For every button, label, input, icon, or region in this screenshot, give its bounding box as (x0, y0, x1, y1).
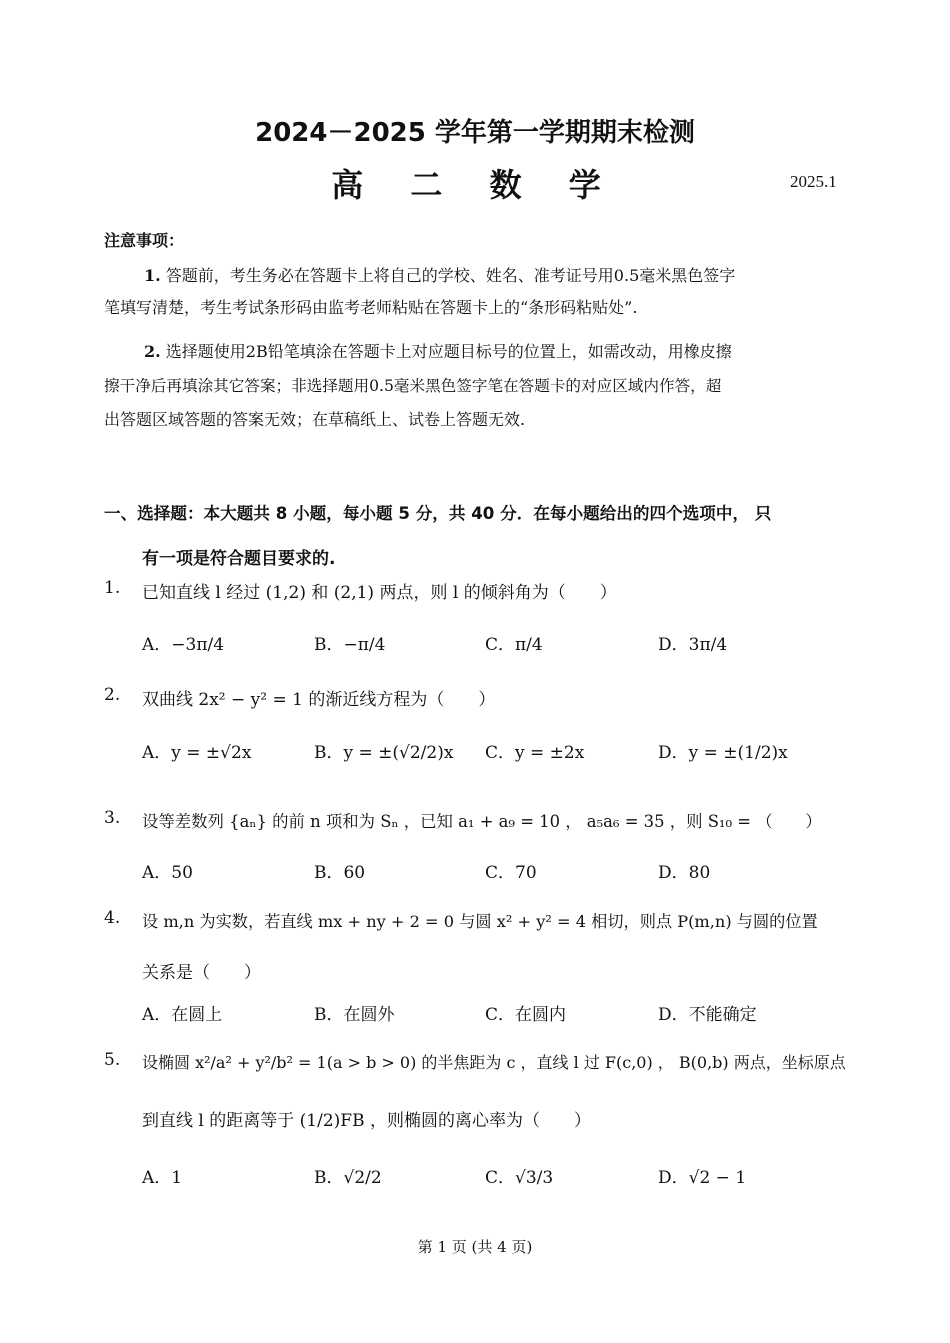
question-5-number: 5. (104, 1050, 121, 1070)
question-3-option-a: A．50 (142, 863, 193, 883)
question-3-text: 设等差数列 {aₙ} 的前 n 项和为 Sₙ ，已知 a₁ + a₉ = 10 ， a₅a₆ = 35 ，则 S₁₀ = （ ） (142, 812, 822, 831)
question-4-option-c: C．在圆内 (485, 1005, 567, 1025)
question-3-option-b: B．60 (314, 863, 366, 883)
question-5-text-line-2: 到直线 l 的距离等于 (1/2)FB ，则椭圆的离心率为（ ） (142, 1111, 591, 1131)
question-3-option-d: D．80 (658, 863, 711, 883)
question-3-option-c: C．70 (485, 863, 537, 883)
question-4-number: 4. (104, 908, 121, 928)
notice-item-1-line-1: 答题前，考生务必在答题卡上将自己的学校、姓名、准考证号用0.5毫米黑色签字 (165, 266, 736, 285)
notice-heading: 注意事项： (104, 231, 185, 250)
question-4-text-line-2: 关系是（ ） (142, 963, 261, 983)
question-2-option-d: D．y = ±(1/2)x (658, 743, 788, 763)
question-4-option-d: D．不能确定 (658, 1005, 757, 1025)
question-2-option-b: B．y = ±(√2/2)x (314, 743, 454, 763)
question-2-option-a: A．y = ±√2x (142, 743, 252, 763)
notice-item-1-number: 1. (144, 266, 161, 285)
section-1-instruction-line-1: 一、选择题：本大题共 8 小题，每小题 5 分，共 40 分．在每小题给出的四个选项中， 只 (104, 504, 772, 523)
section-1-instruction-line-2: 有一项是符合题目要求的. (142, 549, 336, 569)
question-5-text-line-1: 设椭圆 x²/a² + y²/b² = 1(a > b > 0) 的半焦距为 c ，直线 l 过 F(c,0) ， B(0,b) 两点，坐标原点 (142, 1053, 846, 1072)
question-5-option-d: D．√2 − 1 (658, 1168, 747, 1188)
exam-date: 2025.1 (790, 172, 837, 191)
question-1-option-d: D．3π/4 (658, 635, 728, 655)
notice-item-2-line-3: 出答题区域答题的答案无效；在草稿纸上、试卷上答题无效. (104, 410, 526, 429)
notice-item-2-line-1: 选择题使用2B铅笔填涂在答题卡上对应题目标号的位置上，如需改动，用橡皮擦 (165, 342, 732, 361)
question-1-text: 已知直线 l 经过 (1,2) 和 (2,1) 两点，则 l 的倾斜角为（ ） (142, 583, 617, 603)
question-1-option-a: A．−3π/4 (142, 635, 225, 655)
question-1-option-b: B．−π/4 (314, 635, 386, 655)
question-3-number: 3. (104, 808, 121, 828)
exam-title: 2024－2025 学年第一学期期末检测 (255, 118, 695, 148)
question-5-option-a: A．1 (142, 1168, 183, 1188)
question-2-option-c: C．y = ±2x (485, 743, 585, 763)
notice-item-2-number: 2. (144, 342, 161, 361)
question-1-option-c: C．π/4 (485, 635, 543, 655)
question-5-option-c: C．√3/3 (485, 1168, 554, 1188)
question-2-text: 双曲线 2x² − y² = 1 的渐近线方程为（ ） (142, 690, 496, 710)
question-4-option-a: A．在圆上 (142, 1005, 223, 1025)
question-4-text-line-1: 设 m,n 为实数，若直线 mx + ny + 2 = 0 与圆 x² + y² = 4 相切，则点 P(m,n) 与圆的位置 (142, 912, 818, 931)
notice-item-2-line-2: 擦干净后再填涂其它答案；非选择题用0.5毫米黑色签字笔在答题卡的对应区域内作答，超 (104, 377, 722, 395)
page-footer: 第 1 页 (共 4 页) (417, 1238, 533, 1256)
notice-item-1-line-2: 笔填写清楚，考生考试条形码由监考老师粘贴在答题卡上的“条形码粘贴处”. (104, 298, 638, 317)
question-4-option-b: B．在圆外 (314, 1005, 395, 1025)
question-2-number: 2. (104, 685, 121, 705)
question-5-option-b: B．√2/2 (314, 1168, 382, 1188)
exam-subject: 高 二 数 学 (331, 166, 619, 204)
notice-item-2 (144, 336, 732, 368)
question-1-number: 1. (104, 578, 121, 598)
notice-item-1 (144, 260, 735, 292)
